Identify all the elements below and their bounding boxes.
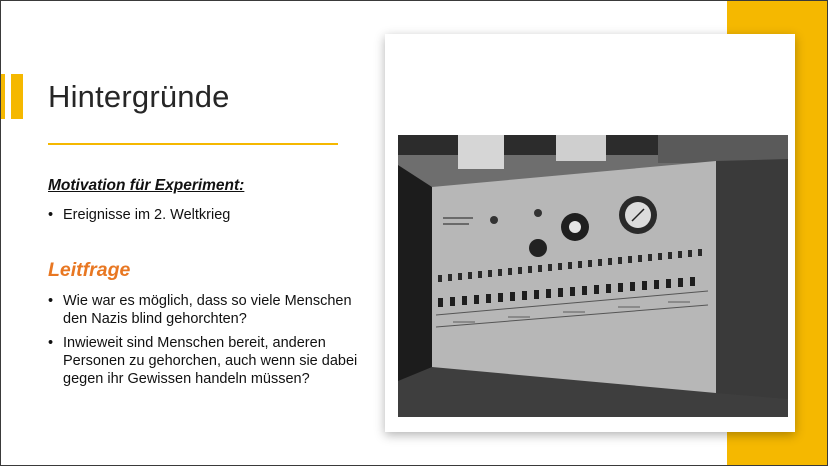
title-underline xyxy=(48,143,338,145)
bullet-icon: • xyxy=(48,293,54,309)
bullet-icon: • xyxy=(48,207,54,223)
bullet-icon: • xyxy=(48,335,54,351)
section-heading-motivation: Motivation für Experiment: xyxy=(48,177,245,194)
section-heading-leitfrage: Leitfrage xyxy=(48,259,131,281)
list-item: • Wie war es möglich, dass so viele Menschen den Nazis blind gehorchten? xyxy=(48,293,352,327)
list-item: • Ereignisse im 2. Weltkrieg xyxy=(48,207,231,223)
photo-frame xyxy=(385,34,795,432)
leitfrage-list xyxy=(45,292,365,394)
motivation-list xyxy=(45,206,365,230)
accent-bar-left-thin xyxy=(1,74,5,119)
slide-title: Hintergründe xyxy=(48,79,230,114)
list-item: • Inwieweit sind Menschen bereit, anderen Personen zu gehorchen, auch wenn sie dabei gegen ihr Gewissen handeln müssen? xyxy=(48,335,358,387)
accent-bar-left-thick xyxy=(11,74,23,119)
shock-generator-photo xyxy=(398,135,788,417)
